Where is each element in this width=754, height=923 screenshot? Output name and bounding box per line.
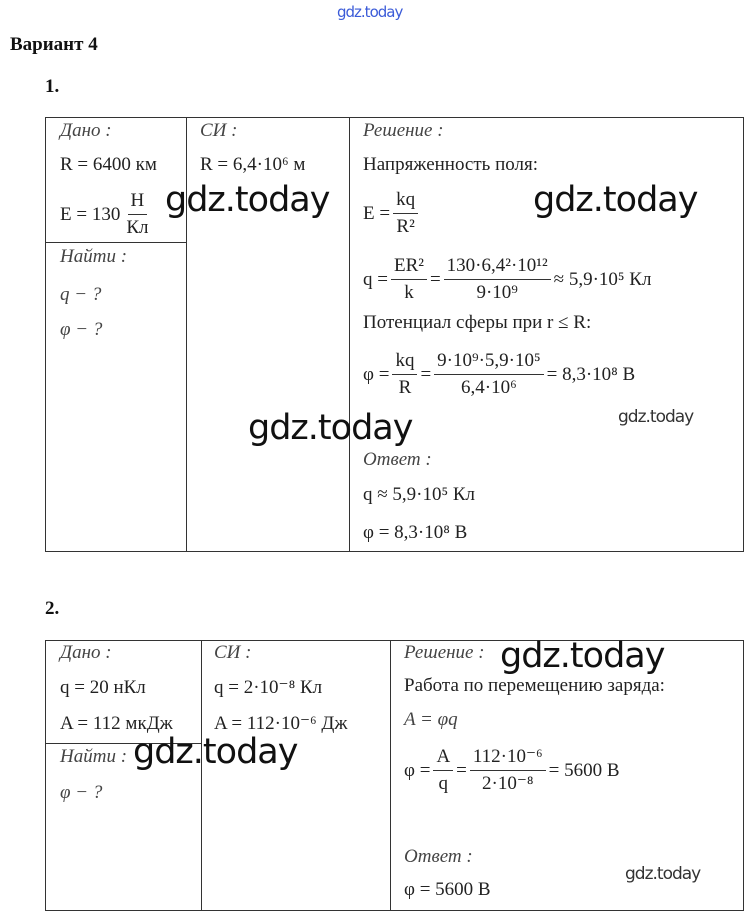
- fraction: [470, 746, 546, 795]
- solution-text: Работа по перемещению заряда:: [404, 675, 665, 696]
- answer-value: φ = 5600 В: [404, 879, 491, 900]
- given-e: E = 130: [60, 203, 121, 225]
- divider: [45, 242, 186, 243]
- divider: [390, 640, 391, 910]
- equals: =: [429, 268, 441, 290]
- denominator: R: [398, 377, 412, 398]
- fraction: [433, 746, 453, 795]
- denominator: q: [438, 773, 449, 794]
- denominator: R²: [396, 216, 415, 237]
- find-value: φ − ?: [60, 782, 103, 803]
- numerator: kq: [393, 189, 418, 214]
- formula-rhs: ≈ 5,9·10⁵ Кл: [553, 268, 652, 290]
- answer-label: Ответ :: [363, 449, 432, 470]
- given-value: [60, 190, 154, 239]
- solution-text: Потенциал сферы при r ≤ R:: [363, 312, 592, 333]
- formula-work: A = φq: [404, 709, 458, 730]
- numerator: kq: [392, 350, 417, 375]
- fraction: [393, 189, 418, 238]
- task-2-number: 2.: [45, 598, 60, 619]
- numerator: Н: [128, 190, 148, 215]
- page-title: Вариант 4: [10, 34, 98, 55]
- formula-lhs: q =: [363, 268, 388, 290]
- divider: [201, 640, 202, 910]
- denominator: k: [404, 282, 414, 303]
- formula-lhs: φ =: [404, 759, 431, 781]
- given-label: Дано :: [60, 120, 112, 141]
- equals: =: [420, 363, 432, 385]
- formula-q: [363, 255, 651, 304]
- formula-phi: [363, 350, 635, 399]
- fraction: [434, 350, 543, 399]
- watermark-top: gdz.today: [337, 3, 403, 21]
- watermark: gdz.today: [618, 407, 694, 427]
- formula-lhs: E =: [363, 202, 391, 224]
- solution-text: Напряженность поля:: [363, 154, 538, 175]
- watermark: gdz.today: [165, 180, 330, 220]
- equals: =: [456, 759, 467, 781]
- fraction: [444, 255, 551, 304]
- si-value: q = 2·10⁻⁸ Кл: [214, 677, 323, 698]
- formula-phi: [404, 746, 620, 795]
- fraction: [391, 255, 427, 304]
- answer-value: φ = 8,3·10⁸ В: [363, 522, 468, 543]
- answer-value: q ≈ 5,9·10⁵ Кл: [363, 484, 476, 505]
- task-1-number: 1.: [45, 76, 60, 97]
- solution-label: Решение :: [363, 120, 444, 141]
- given-value: R = 6400 км: [60, 154, 157, 175]
- denominator: 9·10⁹: [476, 282, 518, 303]
- si-label: СИ :: [200, 120, 238, 141]
- si-label: СИ :: [214, 642, 252, 663]
- solution-label: Решение :: [404, 642, 485, 663]
- numerator: ER²: [391, 255, 427, 280]
- numerator: 130·6,4²·10¹²: [444, 255, 551, 280]
- denominator: Кл: [126, 217, 149, 238]
- si-value: R = 6,4·10⁶ м: [200, 154, 306, 175]
- given-value: A = 112 мкДж: [60, 713, 173, 734]
- find-value: q − ?: [60, 284, 102, 305]
- denominator: 2·10⁻⁸: [482, 773, 534, 794]
- formula-rhs: = 8,3·10⁸ В: [546, 363, 636, 385]
- fraction: [392, 350, 417, 399]
- formula-rhs: = 5600 В: [548, 759, 620, 781]
- numerator: A: [433, 746, 453, 771]
- watermark: gdz.today: [533, 180, 698, 220]
- formula-e: [363, 189, 421, 238]
- denominator: 6,4·10⁶: [461, 377, 517, 398]
- find-label: Найти :: [60, 246, 128, 267]
- given-label: Дано :: [60, 642, 112, 663]
- numerator: 9·10⁹·5,9·10⁵: [434, 350, 543, 375]
- watermark: gdz.today: [133, 732, 298, 772]
- find-label: Найти :: [60, 746, 128, 767]
- find-value: φ − ?: [60, 319, 103, 340]
- fraction: [123, 190, 151, 239]
- formula-lhs: φ =: [363, 363, 390, 385]
- given-value: q = 20 нКл: [60, 677, 146, 698]
- watermark: gdz.today: [625, 864, 701, 884]
- watermark: gdz.today: [500, 636, 665, 676]
- numerator: 112·10⁻⁶: [470, 746, 546, 771]
- watermark: gdz.today: [248, 408, 413, 448]
- answer-label: Ответ :: [404, 846, 473, 867]
- divider: [349, 117, 350, 551]
- si-value: A = 112·10⁻⁶ Дж: [214, 713, 348, 734]
